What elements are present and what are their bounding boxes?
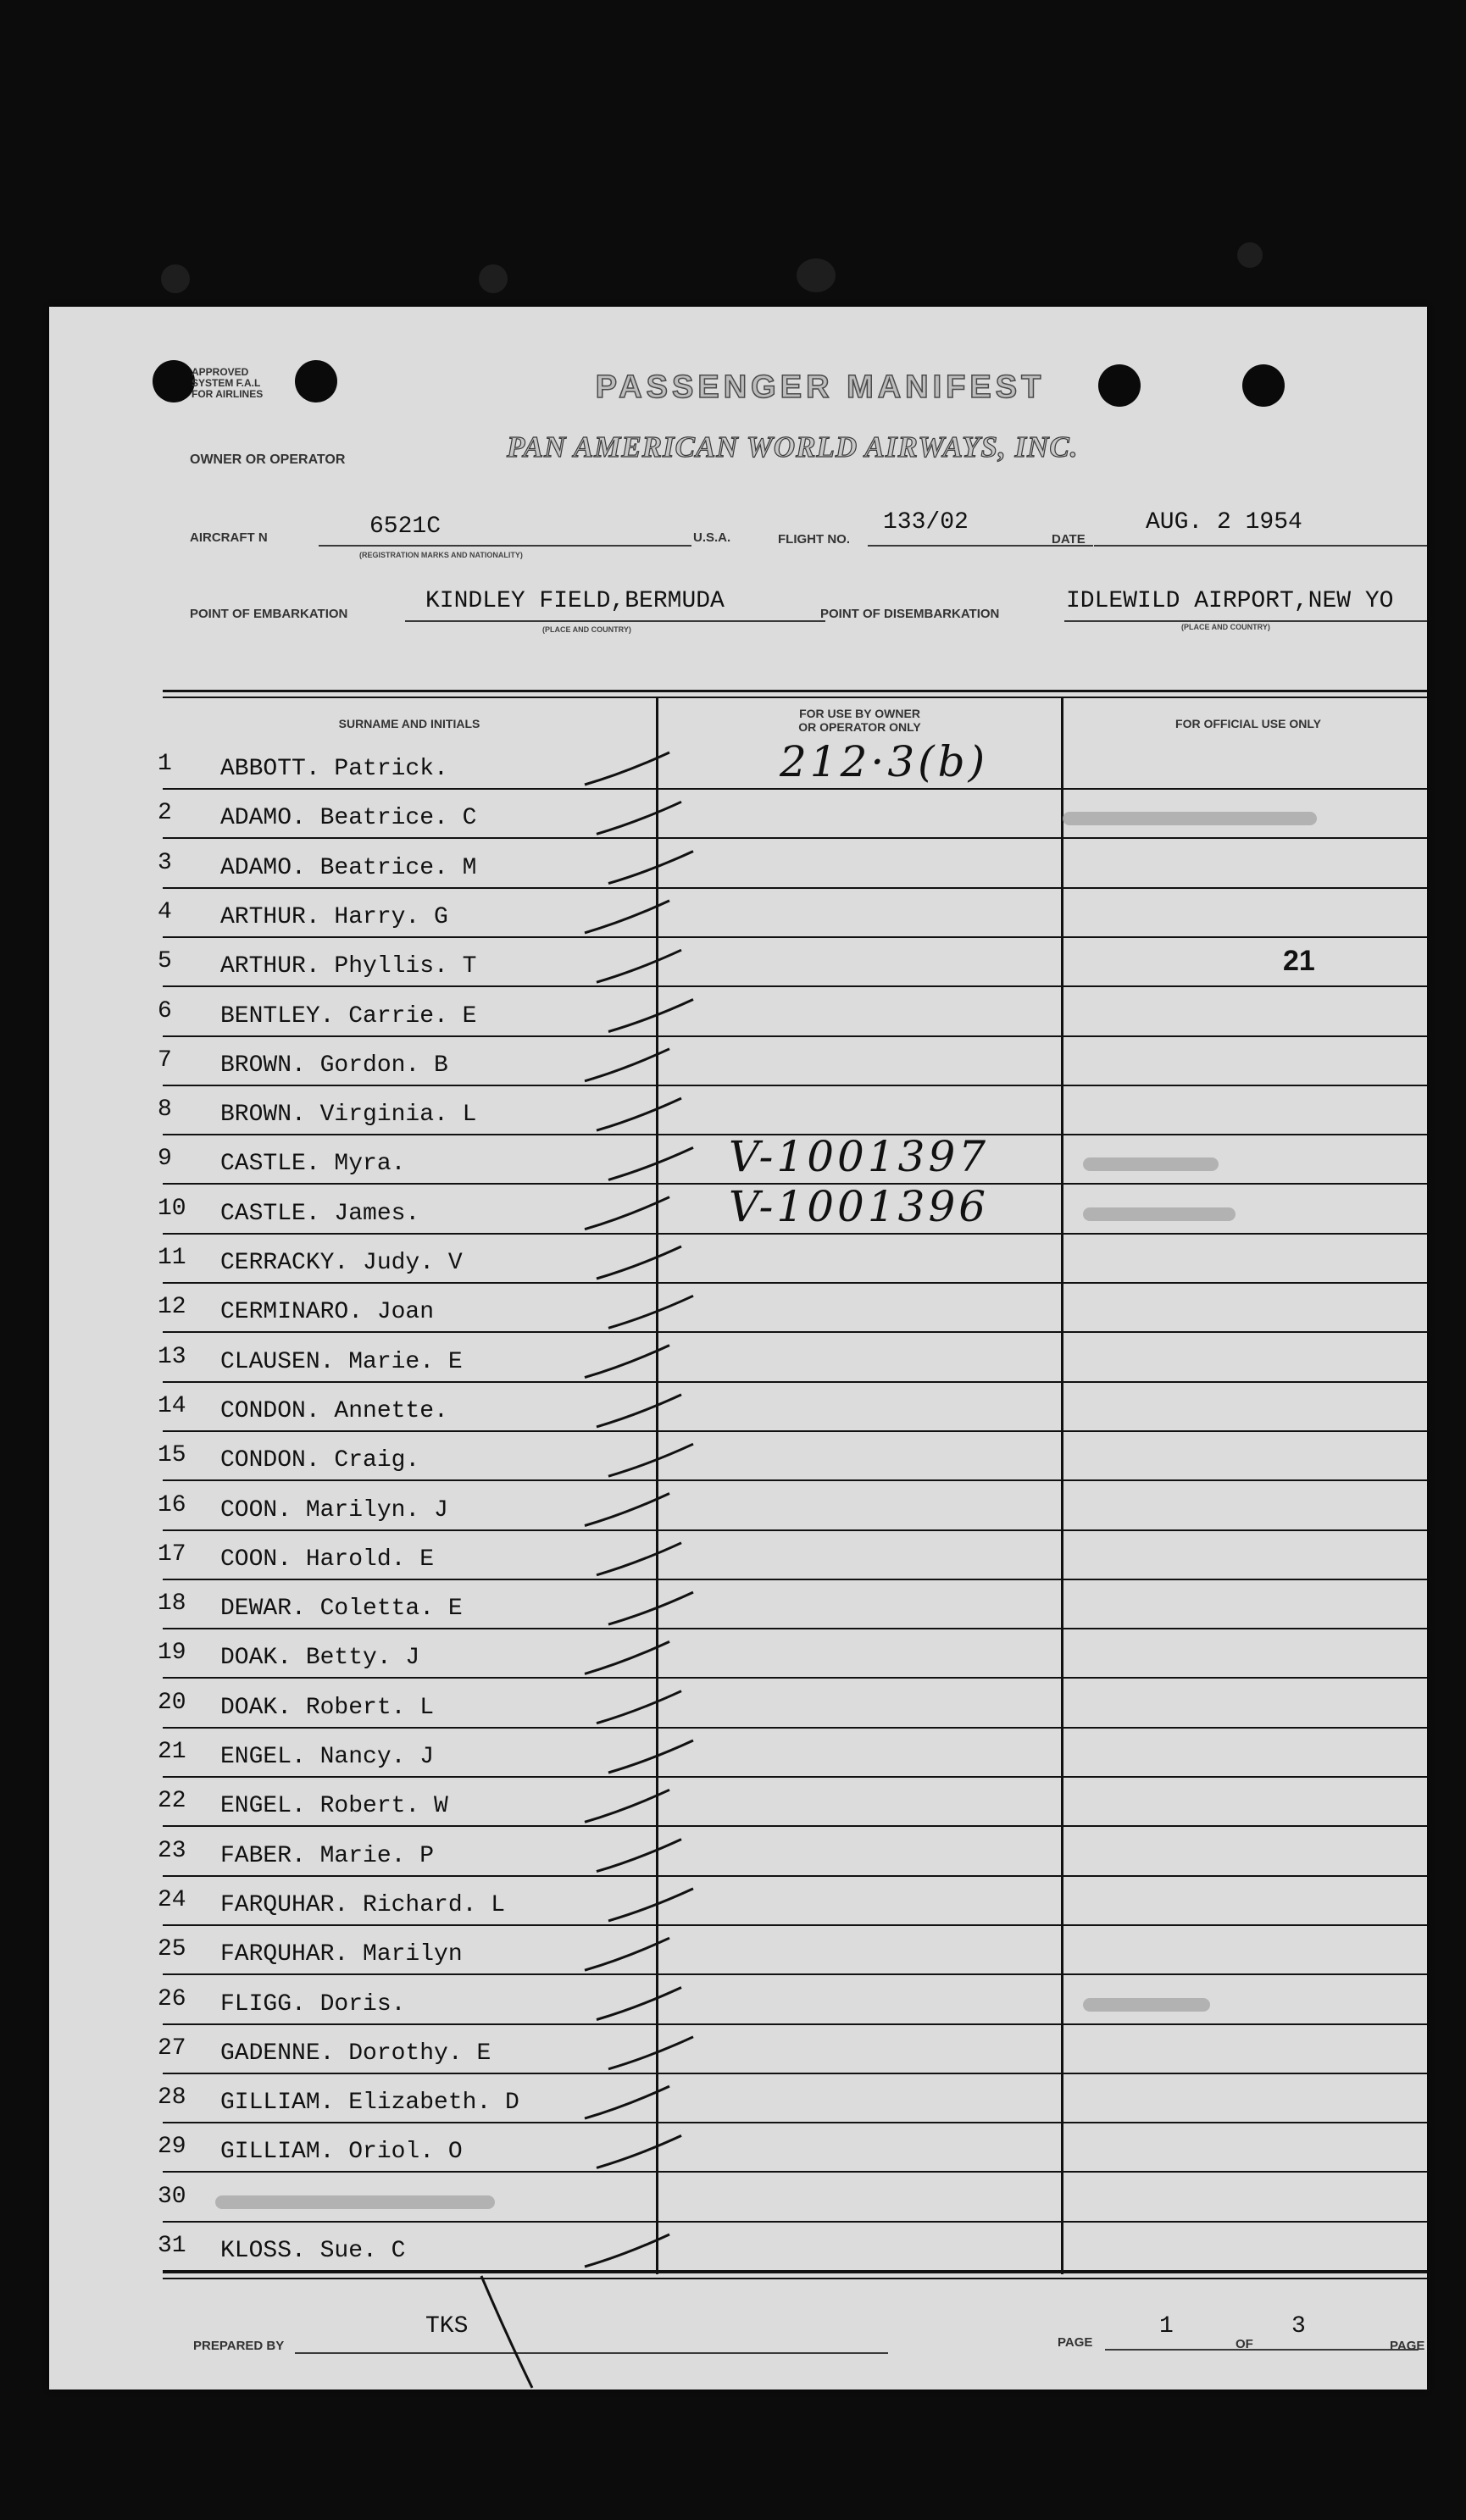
passenger-number: 7 [158, 1046, 172, 1074]
passenger-name: COON. Harold. E [220, 1546, 435, 1573]
passenger-name: ADAMO. Beatrice. M [220, 854, 477, 881]
aircraft-value: 6521C [369, 513, 441, 540]
flight-label: FLIGHT NO. [778, 532, 850, 547]
passenger-name: FARQUHAR. Marilyn [220, 1941, 463, 1968]
passenger-name: DOAK. Betty. J [220, 1645, 420, 1672]
check-mark [608, 2037, 693, 2069]
column-header-surname: SURNAME AND INITIALS [338, 717, 480, 730]
passenger-name: BENTLEY. Carrie. E [220, 1002, 477, 1030]
passenger-number: 26 [158, 1985, 186, 2012]
of-label: OF [1236, 2337, 1253, 2351]
page-label-right: PAGE [1390, 2339, 1425, 2353]
check-mark [585, 1641, 669, 1674]
check-mark [597, 1988, 681, 2020]
aircraft-label: AIRCRAFT N [190, 530, 268, 545]
passenger-name: CERMINARO. Joan [220, 1299, 435, 1326]
passenger-name: KLOSS. Sue. C [220, 2238, 406, 2264]
passenger-number: 20 [158, 1689, 186, 1716]
passenger-number: 31 [158, 2233, 186, 2259]
column-header-official: FOR OFFICIAL USE ONLY [1175, 717, 1321, 730]
passenger-name: CLAUSEN. Marie. E [220, 1348, 463, 1375]
passenger-number: 30 [158, 2183, 186, 2210]
column-header-owner-line: FOR USE BY OWNER [799, 707, 920, 720]
embarkation-value: KINDLEY FIELD,BERMUDA [425, 588, 725, 614]
passenger-name: FLIGG. Doris. [220, 1990, 406, 2018]
check-mark [585, 1790, 669, 1822]
passenger-name: ARTHUR. Harry. G [220, 903, 448, 930]
passenger-name: CONDON. Craig. [220, 1447, 420, 1474]
column-header-owner-line: OR OPERATOR ONLY [798, 720, 921, 734]
date-label: DATE [1052, 532, 1086, 547]
check-mark [608, 1147, 693, 1180]
check-mark [585, 2086, 669, 2118]
check-mark [608, 1296, 693, 1328]
passenger-name: GILLIAM. Oriol. O [220, 2139, 463, 2166]
check-mark [597, 802, 681, 834]
disembarkation-value: IDLEWILD AIRPORT,NEW YO [1066, 588, 1394, 614]
passenger-name: FABER. Marie. P [220, 1842, 435, 1869]
passenger-number: 18 [158, 1590, 186, 1618]
disembarkation-sublabel: (PLACE AND COUNTRY) [1181, 623, 1270, 631]
check-mark [597, 1543, 681, 1575]
check-mark [608, 1000, 693, 1032]
background-hole [479, 264, 508, 293]
passenger-name: ENGEL. Nancy. J [220, 1744, 435, 1770]
passenger-name: CASTLE. James. [220, 1200, 420, 1227]
passenger-number: 12 [158, 1294, 186, 1321]
passenger-number: 22 [158, 1788, 186, 1815]
owner-note: V-1001396 [729, 1181, 990, 1231]
prepared-by-underline [295, 2352, 888, 2354]
check-mark [585, 752, 669, 785]
check-mark [597, 1840, 681, 1872]
passenger-name: GILLIAM. Elizabeth. D [220, 2090, 519, 2117]
table-bottom-rule-2 [163, 2278, 1427, 2279]
check-mark [597, 2135, 681, 2168]
passenger-number: 10 [158, 1195, 186, 1222]
passenger-number: 29 [158, 2134, 186, 2161]
manifest-sheet [49, 307, 1427, 2390]
prepared-by-signature-stroke [471, 2273, 573, 2390]
check-mark [608, 1740, 693, 1773]
of-value: 3 [1291, 2313, 1306, 2340]
check-mark [585, 1197, 669, 1229]
aircraft-sublabel: (REGISTRATION MARKS AND NATIONALITY) [359, 551, 523, 559]
page-label: PAGE [1058, 2335, 1093, 2350]
approved-line: FOR AIRLINES [192, 388, 264, 400]
tick-marks [49, 307, 1427, 2390]
usa-label: U.S.A. [693, 530, 731, 545]
passenger-number: 8 [158, 1096, 172, 1124]
check-mark [597, 1098, 681, 1130]
passenger-number: 27 [158, 2034, 186, 2062]
background-hole [161, 264, 190, 293]
passenger-name: CERRACKY. Judy. V [220, 1250, 463, 1276]
passenger-number: 14 [158, 1392, 186, 1419]
passenger-number: 28 [158, 2084, 186, 2112]
check-mark [585, 901, 669, 933]
check-mark [608, 852, 693, 884]
background-hole [1237, 242, 1263, 268]
check-mark [608, 1592, 693, 1624]
passenger-number: 2 [158, 800, 172, 827]
check-mark [597, 1395, 681, 1427]
passenger-name: CONDON. Annette. [220, 1397, 448, 1424]
table-bottom-rule [163, 2271, 1427, 2273]
passenger-number: 15 [158, 1442, 186, 1469]
embarkation-label: POINT OF EMBARKATION [190, 607, 348, 621]
check-mark [585, 1346, 669, 1378]
check-mark [597, 950, 681, 982]
prepared-by-value: TKS [425, 2313, 469, 2340]
passenger-name: FARQUHAR. Richard. L [220, 1891, 506, 1918]
check-mark [608, 1444, 693, 1476]
passenger-number: 24 [158, 1886, 186, 1913]
owner-note: 212·3(b) [780, 737, 989, 786]
passenger-name: CASTLE. Myra. [220, 1151, 406, 1178]
check-mark [585, 1494, 669, 1526]
check-mark [585, 1049, 669, 1081]
check-mark [585, 1938, 669, 1970]
page-value: 1 [1159, 2313, 1174, 2340]
check-mark [585, 2234, 669, 2267]
passenger-number: 4 [158, 898, 172, 925]
passenger-number: 13 [158, 1343, 186, 1370]
passenger-name: ENGEL. Robert. W [220, 1793, 448, 1820]
passenger-name: GADENNE. Dorothy. E [220, 2040, 491, 2067]
passenger-number: 6 [158, 997, 172, 1024]
passenger-number: 21 [158, 1739, 186, 1765]
passenger-name: COON. Marilyn. J [220, 1496, 448, 1524]
passenger-name: ADAMO. Beatrice. C [220, 805, 477, 832]
passenger-name: BROWN. Virginia. L [220, 1102, 477, 1129]
owner-label: OWNER OR OPERATOR [190, 452, 346, 467]
approved-line: APPROVED [192, 366, 249, 378]
passenger-number: 3 [158, 849, 172, 876]
passenger-number: 11 [158, 1245, 186, 1271]
passenger-number: 25 [158, 1936, 186, 1963]
passenger-name: ARTHUR. Phyllis. T [220, 953, 477, 980]
date-value: AUG. 2 1954 [1146, 509, 1302, 536]
disembarkation-label: POINT OF DISEMBARKATION [820, 607, 1000, 621]
passenger-name: BROWN. Gordon. B [220, 1052, 448, 1079]
passenger-name: DEWAR. Coletta. E [220, 1596, 463, 1623]
passenger-number: 16 [158, 1491, 186, 1518]
official-note: 21 [1283, 945, 1315, 978]
passenger-number: 17 [158, 1540, 186, 1568]
passenger-number: 23 [158, 1837, 186, 1864]
passenger-name: DOAK. Robert. L [220, 1694, 435, 1721]
check-mark [608, 1889, 693, 1921]
passenger-name: ABBOTT. Patrick. [220, 756, 448, 782]
embarkation-sublabel: (PLACE AND COUNTRY) [542, 625, 631, 634]
background-hole [797, 258, 836, 292]
passenger-number: 9 [158, 1146, 172, 1173]
prepared-by-label: PREPARED BY [193, 2339, 285, 2353]
check-mark [597, 1246, 681, 1279]
document-title: PASSENGER MANIFEST [595, 369, 1046, 405]
owner-note: V-1001397 [729, 1132, 990, 1182]
passenger-number: 19 [158, 1640, 186, 1667]
passenger-number: 5 [158, 948, 172, 975]
page-underline [1105, 2349, 1419, 2351]
airline-name: PAN AMERICAN WORLD AIRWAYS, INC. [507, 430, 1079, 463]
check-mark [597, 1691, 681, 1723]
approved-line: SYSTEM F.A.L [192, 377, 261, 389]
passenger-number: 1 [158, 751, 172, 777]
flight-value: 133/02 [883, 509, 969, 536]
